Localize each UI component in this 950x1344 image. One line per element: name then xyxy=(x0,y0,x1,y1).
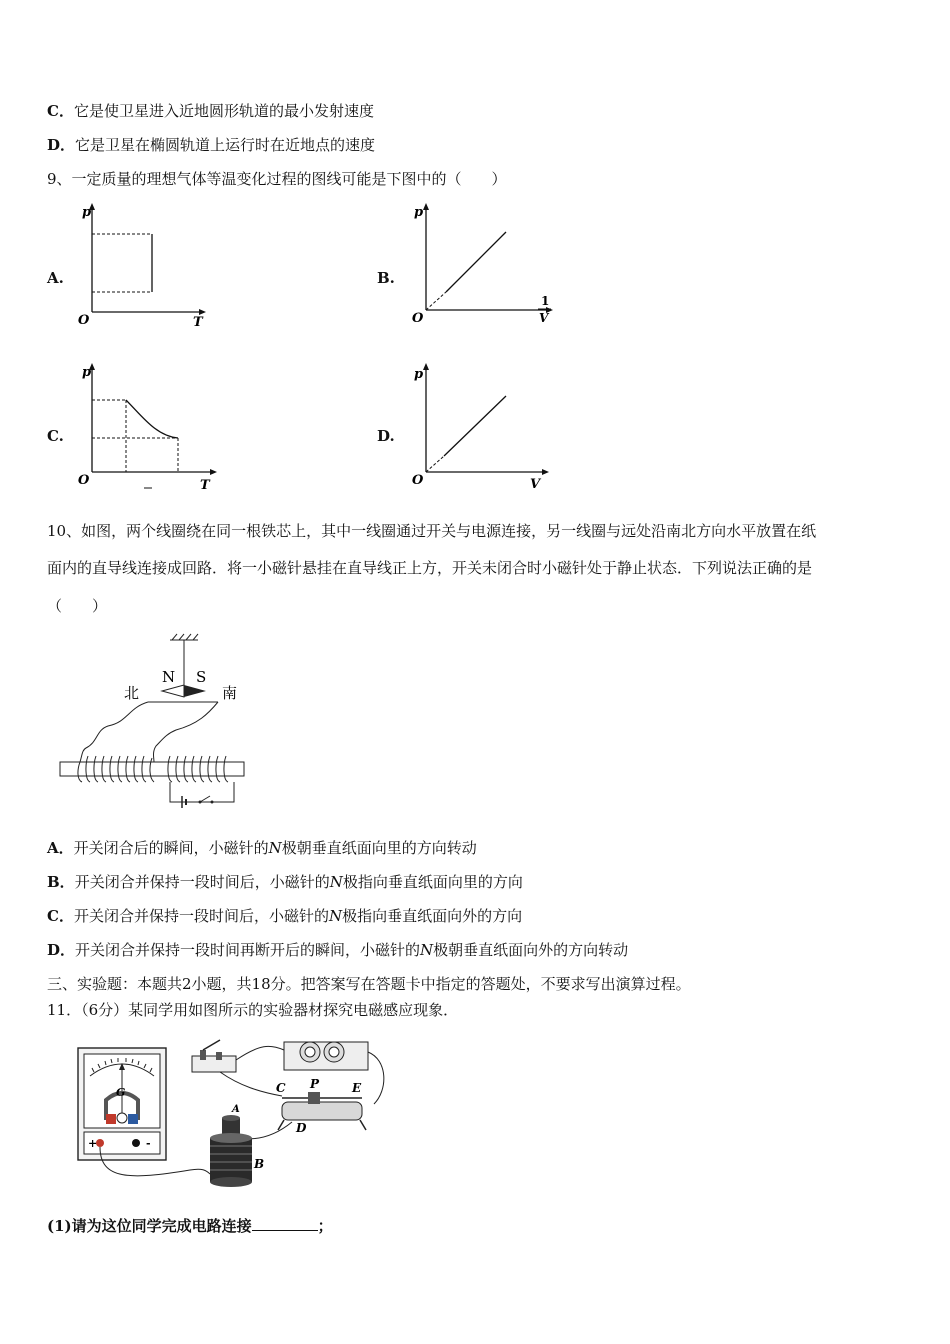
coil-a-label: A xyxy=(232,1104,240,1115)
y-axis-label: p xyxy=(414,205,424,220)
rheostat-slider xyxy=(308,1092,320,1104)
q10-stem-line3: （ ） xyxy=(47,597,108,615)
pole-symbol: N xyxy=(329,873,343,891)
q9-option-a-letter xyxy=(47,268,64,288)
induction-apparatus-figure xyxy=(70,1030,390,1195)
rheostat xyxy=(282,1102,362,1120)
north-label: 北 xyxy=(124,684,140,702)
y-axis-label: p xyxy=(82,365,92,380)
q9-option-b-letter xyxy=(377,268,395,288)
x-axis-label: T xyxy=(200,478,210,493)
coil-b xyxy=(210,1138,252,1182)
option-text-post: 极朝垂直纸面向里的方向转动 xyxy=(281,839,477,857)
q11-stem: 11．（6分）某同学用如图所示的实验器材探究电磁感应现象． xyxy=(47,1001,459,1019)
option-letter: D. xyxy=(377,427,395,445)
needle-south-half xyxy=(184,685,206,697)
section-heading: 三、实验题：本题共2小题，共18分。把答案写在答题卡中指定的答题处，不要求写出演算过程。 xyxy=(47,975,691,993)
option-letter: A. xyxy=(47,269,64,287)
option-letter: D． xyxy=(47,941,76,959)
pole-symbol: N xyxy=(268,839,282,857)
q10-stem-line2: 面内的直导线连接成回路．将一小磁针悬挂在直导线正上方，开关未闭合时小磁针处于静止状态．下列说法正确的是 xyxy=(47,559,813,577)
origin-label: O xyxy=(78,313,90,328)
origin-label: O xyxy=(412,473,424,488)
option-text-pre: 开关闭合并保持一段时间后，小磁针的 xyxy=(73,907,329,925)
q10-option-a xyxy=(47,838,477,858)
option-text: 它是卫星在椭圆轨道上运行时在近地点的速度 xyxy=(75,136,376,154)
q8-option-c xyxy=(47,101,374,121)
origin-label: O xyxy=(412,311,424,326)
origin-label: O xyxy=(78,473,90,488)
terminal-c-label: C xyxy=(276,1081,286,1095)
option-letter: B. xyxy=(377,269,395,287)
svg-text:+: + xyxy=(88,1137,98,1150)
needle-s-label: S xyxy=(196,668,207,686)
graph-c xyxy=(74,360,224,495)
galvanometer-g-label: G xyxy=(116,1086,126,1099)
option-text-post: 极指向垂直纸面向里的方向 xyxy=(342,873,523,891)
q10-stem-line1: 10、如图，两个线圈绕在同一根铁芯上，其中一线圈通过开关与电源连接，另一线圈与远处沿南北方向水平放置在纸 xyxy=(47,522,817,540)
graph-b xyxy=(410,200,560,330)
option-text-pre: 开关闭合并保持一段时间再断开后的瞬间，小磁针的 xyxy=(75,941,421,959)
graph-a xyxy=(74,200,214,330)
q9-option-d-letter xyxy=(377,426,395,446)
answer-blank[interactable] xyxy=(252,1216,318,1231)
q9-option-c-letter xyxy=(47,426,64,446)
x-axis-denominator: V xyxy=(539,311,549,325)
needle-north-half xyxy=(162,685,184,697)
option-letter: C． xyxy=(47,102,74,120)
x-axis-label: T xyxy=(193,315,203,330)
option-letter: B． xyxy=(47,873,75,891)
option-letter: A． xyxy=(47,839,74,857)
q11-sub1 xyxy=(47,1216,333,1236)
x-axis-label: V xyxy=(530,477,541,492)
terminal-e-label: E xyxy=(352,1081,362,1095)
q10-option-c xyxy=(47,906,522,926)
option-letter: D． xyxy=(47,136,76,154)
q9-stem: 9、一定质量的理想气体等温变化过程的图线可能是下图中的（ ） xyxy=(47,170,507,188)
sub1-prompt: (1)请为这位同学完成电路连接 xyxy=(47,1217,252,1235)
option-text-post: 极朝垂直纸面向外的方向转动 xyxy=(433,941,629,959)
q10-option-d xyxy=(47,940,628,960)
terminal-d-label: D xyxy=(296,1121,307,1135)
sub1-end: ； xyxy=(317,1217,333,1235)
needle-n-label: N xyxy=(162,668,176,686)
graph-d xyxy=(410,360,560,495)
black-terminal xyxy=(132,1139,140,1147)
q8-option-d xyxy=(47,135,375,155)
option-text-pre: 开关闭合并保持一段时间后，小磁针的 xyxy=(74,873,330,891)
pole-symbol: N xyxy=(328,907,343,925)
coil-compass-figure xyxy=(58,630,258,810)
switch xyxy=(192,1056,236,1072)
pole-symbol: N xyxy=(420,941,434,959)
option-letter: C． xyxy=(47,907,74,925)
south-label: 南 xyxy=(222,684,238,702)
svg-text:-: - xyxy=(146,1137,151,1150)
option-text: 它是使卫星进入近地圆形轨道的最小发射速度 xyxy=(73,102,374,120)
y-axis-label: p xyxy=(414,367,424,382)
q10-option-b xyxy=(47,872,523,892)
option-text-pre: 开关闭合后的瞬间，小磁针的 xyxy=(73,839,269,857)
option-letter: C. xyxy=(47,427,64,445)
slider-p-label: P xyxy=(310,1077,320,1091)
option-text-post: 极指向垂直纸面向外的方向 xyxy=(342,907,523,925)
coil-b-label: B xyxy=(254,1157,265,1171)
y-axis-label: p xyxy=(82,205,92,220)
x-axis-numerator: 1 xyxy=(541,294,550,308)
